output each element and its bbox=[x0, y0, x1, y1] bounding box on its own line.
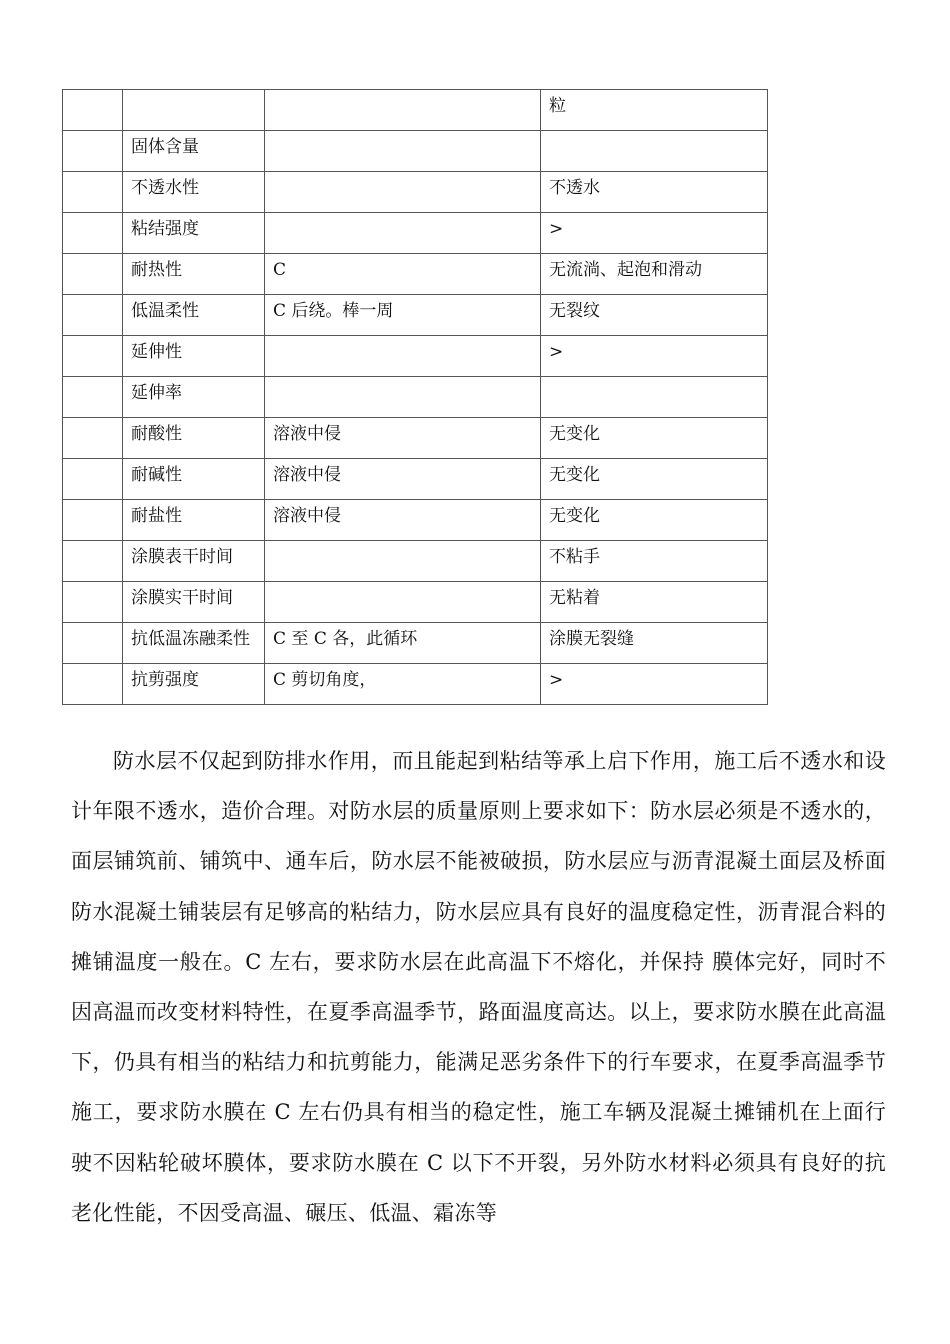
table-row bbox=[63, 336, 768, 377]
row-number-cell bbox=[63, 213, 123, 254]
item-cell: 耐热性 bbox=[123, 254, 265, 295]
item-cell: 不透水性 bbox=[123, 172, 265, 213]
requirement-cell: 无变化 bbox=[541, 459, 768, 500]
requirement-cell: 无变化 bbox=[541, 500, 768, 541]
item-cell: 抗剪强度 bbox=[123, 664, 265, 705]
condition-cell: 溶液中侵 bbox=[265, 418, 541, 459]
requirement-cell: 不透水 bbox=[541, 172, 768, 213]
requirement-cell: 无流淌、起泡和滑动 bbox=[541, 254, 768, 295]
table-row bbox=[63, 459, 768, 500]
requirement-cell: > bbox=[541, 664, 768, 705]
requirement-cell bbox=[541, 377, 768, 418]
item-cell: 延伸率 bbox=[123, 377, 265, 418]
table-row bbox=[63, 418, 768, 459]
requirement-cell: 不粘手 bbox=[541, 541, 768, 582]
table-row bbox=[63, 254, 768, 295]
condition-cell: 溶液中侵 bbox=[265, 459, 541, 500]
table-row bbox=[63, 664, 768, 705]
row-number-cell bbox=[63, 172, 123, 213]
row-number-cell bbox=[63, 623, 123, 664]
condition-cell: C 至 C 各，此循环 bbox=[265, 623, 541, 664]
row-number-cell bbox=[63, 500, 123, 541]
row-number-cell bbox=[63, 459, 123, 500]
row-number-cell bbox=[63, 377, 123, 418]
requirement-cell: > bbox=[541, 336, 768, 377]
requirement-cell: 涂膜无裂缝 bbox=[541, 623, 768, 664]
item-cell: 耐碱性 bbox=[123, 459, 265, 500]
condition-cell bbox=[265, 131, 541, 172]
item-cell: 粘结强度 bbox=[123, 213, 265, 254]
requirement-cell: 无粘着 bbox=[541, 582, 768, 623]
condition-cell: 溶液中侵 bbox=[265, 500, 541, 541]
row-number-cell bbox=[63, 664, 123, 705]
spec-table bbox=[62, 89, 768, 705]
body-paragraph: 防水层不仅起到防排水作用，而且能起到粘结等承上启下作用，施工后不透水和设计年限不透水，造价合理。对防水层的质量原则上要求如下：防水层必须是不透水的，面层铺筑前、铺筑中、通车后，防水层不能被破损，防水层应与沥青混凝土面层及桥面防水混凝土铺装层有足够高的粘结力，防水层应具有良好的温度稳定性，沥青混合料的摊铺温度一般在。C 左右，要求防水层在此高温下不熔化，并保持 膜体完好，同时不因高温而改变材料特性，在夏季高温季节，路面温度高达。以上，要求防水膜在此高温下，仍具有相当的粘结力和抗剪能力，能满足恶劣条件下的行车要求，在夏季高温季节施工，要求防水膜在 C 左右仍具有相当的稳定性，施工车辆及混凝土摊铺机在上面行驶不因粘轮破坏膜体，要求防水膜在 C 以下不开裂，另外防水材料必须具有良好的抗老化性能，不因受高温、碾压、低温、霜冻等 bbox=[71, 749, 886, 1225]
item-cell: 耐酸性 bbox=[123, 418, 265, 459]
table-row bbox=[63, 213, 768, 254]
item-cell: 涂膜表干时间 bbox=[123, 541, 265, 582]
table-row bbox=[63, 582, 768, 623]
item-cell bbox=[123, 90, 265, 131]
row-number-cell bbox=[63, 418, 123, 459]
item-cell: 低温柔性 bbox=[123, 295, 265, 336]
table-row bbox=[63, 500, 768, 541]
table-row bbox=[63, 90, 768, 131]
table-row bbox=[63, 131, 768, 172]
row-number-cell bbox=[63, 336, 123, 377]
condition-cell: C bbox=[265, 254, 541, 295]
condition-cell bbox=[265, 213, 541, 254]
table-row bbox=[63, 623, 768, 664]
item-cell: 涂膜实干时间 bbox=[123, 582, 265, 623]
table-row bbox=[63, 541, 768, 582]
row-number-cell bbox=[63, 295, 123, 336]
condition-cell bbox=[265, 541, 541, 582]
row-number-cell bbox=[63, 541, 123, 582]
row-number-cell bbox=[63, 254, 123, 295]
condition-cell bbox=[265, 582, 541, 623]
condition-cell: C 剪切角度， bbox=[265, 664, 541, 705]
requirement-cell: 粒 bbox=[541, 90, 768, 131]
requirement-cell: 无变化 bbox=[541, 418, 768, 459]
condition-cell bbox=[265, 377, 541, 418]
table-row bbox=[63, 295, 768, 336]
requirement-cell bbox=[541, 131, 768, 172]
condition-cell bbox=[265, 336, 541, 377]
condition-cell bbox=[265, 90, 541, 131]
table-row bbox=[63, 377, 768, 418]
table-row bbox=[63, 172, 768, 213]
condition-cell: C 后绕。棒一周 bbox=[265, 295, 541, 336]
row-number-cell bbox=[63, 90, 123, 131]
item-cell: 延伸性 bbox=[123, 336, 265, 377]
condition-cell bbox=[265, 172, 541, 213]
requirement-cell: > bbox=[541, 213, 768, 254]
requirement-cell: 无裂纹 bbox=[541, 295, 768, 336]
spec-table-body bbox=[63, 90, 768, 705]
row-number-cell bbox=[63, 582, 123, 623]
item-cell: 抗低温冻融柔性 bbox=[123, 623, 265, 664]
item-cell: 耐盐性 bbox=[123, 500, 265, 541]
row-number-cell bbox=[63, 131, 123, 172]
item-cell: 固体含量 bbox=[123, 131, 265, 172]
